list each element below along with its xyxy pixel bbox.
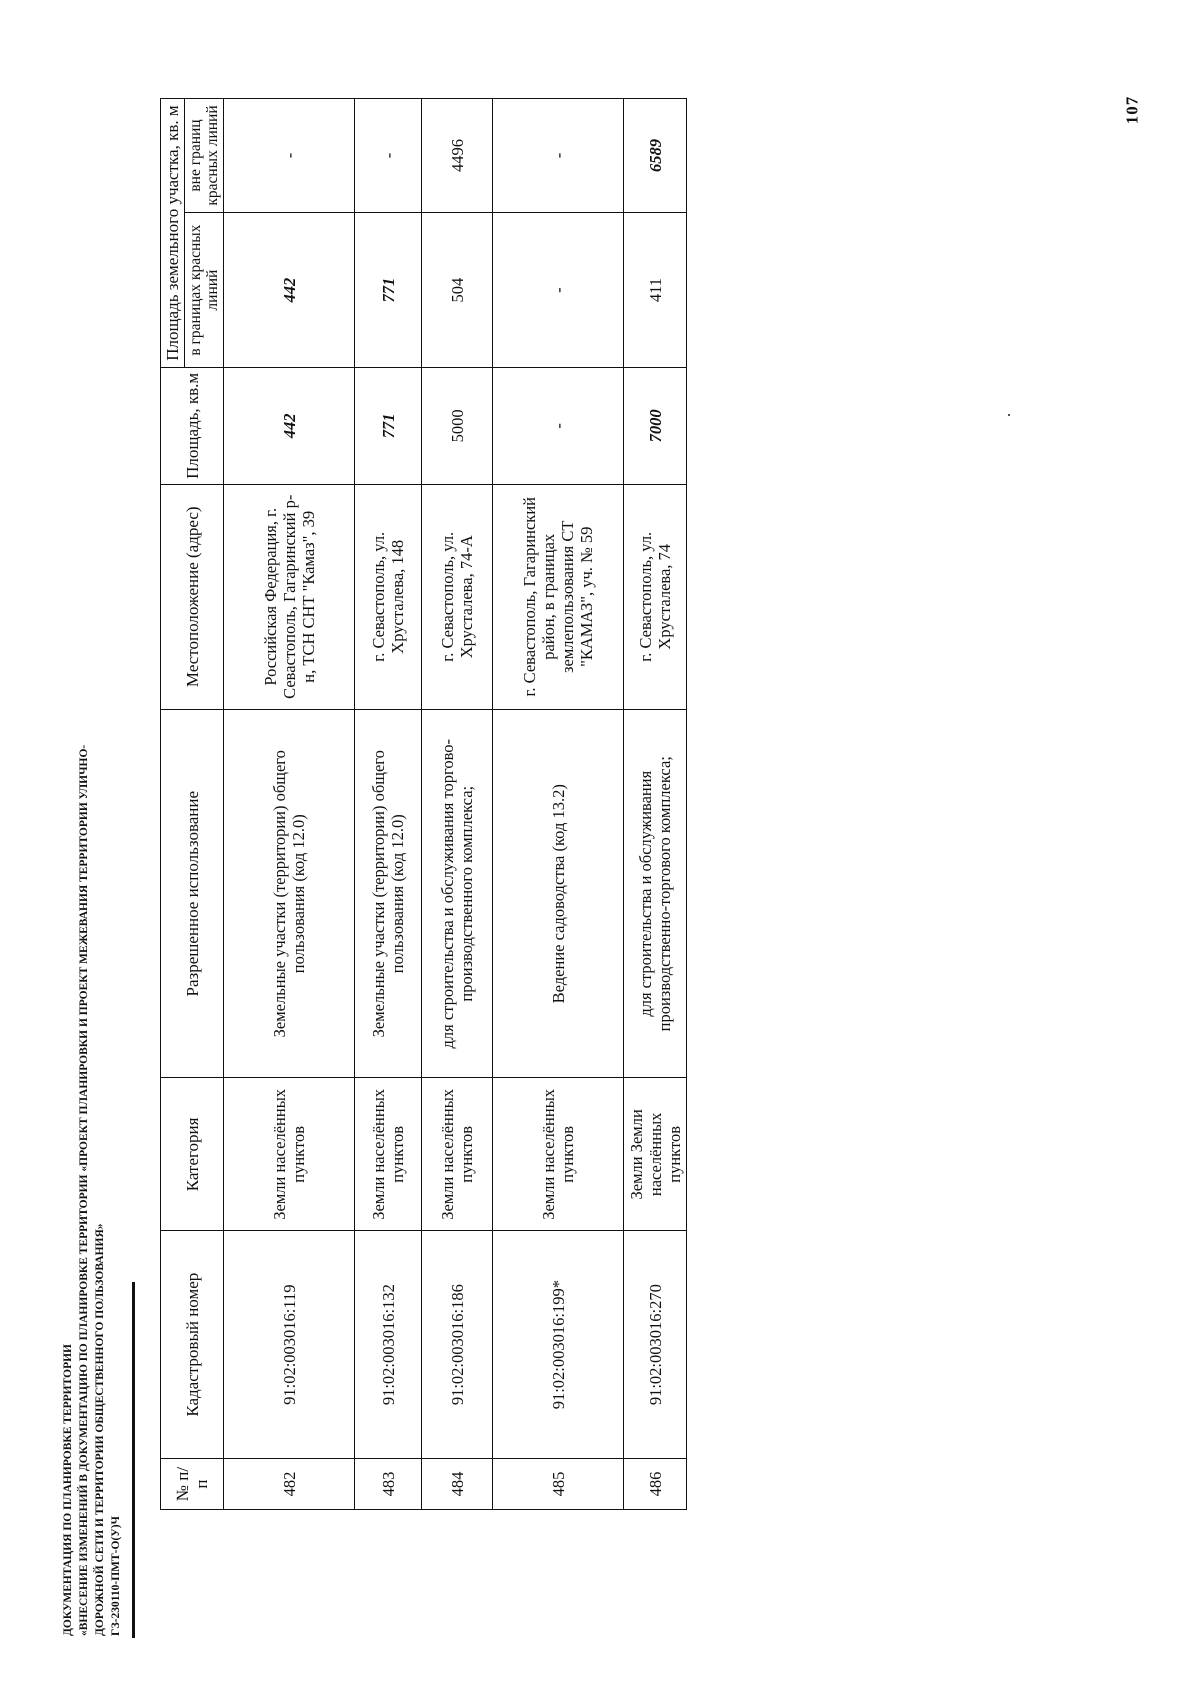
cell-cadastral: 91:02:003016:199* [493, 1231, 624, 1459]
cell-address: г. Севастополь, Гагаринский район, в границах землепользования СТ "КАМАЗ", уч. № 59 [493, 484, 624, 709]
cell-cadastral: 91:02:003016:132 [355, 1231, 422, 1459]
header-area: Площадь, кв.м [161, 368, 224, 484]
cell-inside: 442 [224, 213, 355, 368]
scan-speck [1008, 414, 1010, 416]
header-line-1: ДОКУМЕНТАЦИЯ ПО ПЛАНИРОВКЕ ТЕРРИТОРИИ [62, 1344, 74, 1636]
cell-num: 483 [355, 1459, 422, 1510]
cell-usage: Земельные участки (территории) общего пользования (код 12.0) [224, 709, 355, 1078]
header-line-2: «ВНЕСЕНИЕ ИЗМЕНЕНИЙ В ДОКУМЕНТАЦИЮ ПО ПЛАНИРОВКЕ ТЕРРИТОРИИ «ПРОЕКТ ПЛАНИРОВКИ И ПРОЕКТ МЕЖЕВАНИЯ ТЕРРИТОРИИ УЛИЧНО- [78, 744, 90, 1636]
header-cadastral: Кадастровый номер [161, 1231, 224, 1459]
table-row [224, 99, 355, 1510]
cell-inside: 411 [624, 213, 687, 368]
cell-inside: 771 [355, 213, 422, 368]
cell-cadastral: 91:02:003016:119 [224, 1231, 355, 1459]
cell-num: 485 [493, 1459, 624, 1510]
table-row [493, 99, 624, 1510]
cell-outside: - [355, 99, 422, 213]
cell-category: Земли населённых пунктов [422, 1078, 493, 1231]
cell-cadastral: 91:02:003016:186 [422, 1231, 493, 1459]
header-rule [132, 1282, 135, 1638]
cell-area: 442 [224, 368, 355, 484]
document-header [60, 236, 124, 1636]
cell-area: 5000 [422, 368, 493, 484]
cell-category: Земли населённых пунктов [224, 1078, 355, 1231]
cell-address: г. Севастополь, ул. Хрусталева, 74 [624, 484, 687, 709]
cell-category: Земли населённых пунктов [493, 1078, 624, 1231]
header-address: Местоположение (адрес) [161, 484, 224, 709]
cell-outside: - [493, 99, 624, 213]
cell-area: - [493, 368, 624, 484]
cell-outside: 4496 [422, 99, 493, 213]
header-category: Категория [161, 1078, 224, 1231]
cell-address: г. Севастополь, ул. Хрусталева, 148 [355, 484, 422, 709]
cell-outside: - [224, 99, 355, 213]
table-row [422, 99, 493, 1510]
header-line-3: ДОРОЖНОЙ СЕТИ И ТЕРРИТОРИИ ОБЩЕСТВЕННОГО ПОЛЬЗОВАНИЯ» [94, 1223, 106, 1636]
header-inside-red-lines: в границах красных линий [185, 213, 224, 368]
cell-address: Российская Федерация, г. Севастополь, Гагаринский р-н, ТСН СНТ "Камаз", 39 [224, 484, 355, 709]
rotated-sheet [60, 88, 1140, 1640]
land-plots-table [160, 98, 687, 1510]
cell-cadastral: 91:02:003016:270 [624, 1231, 687, 1459]
cell-num: 484 [422, 1459, 493, 1510]
header-num: № п/п [161, 1459, 224, 1510]
cell-usage: для строительства и обслуживания торгово-производственного комплекса; [422, 709, 493, 1078]
cell-usage: для строительства и обслуживания производственно-торгового комплекса; [624, 709, 687, 1078]
cell-usage: Земельные участки (территории) общего пользования (код 12.0) [355, 709, 422, 1078]
cell-address: г. Севастополь, ул. Хрусталева, 74-А [422, 484, 493, 709]
cell-area: 771 [355, 368, 422, 484]
page-number: 107 [1122, 95, 1142, 125]
cell-num: 482 [224, 1459, 355, 1510]
cell-inside: - [493, 213, 624, 368]
header-area-group: Площадь земельного участка, кв. м [161, 99, 185, 368]
cell-area: 7000 [624, 368, 687, 484]
header-usage: Разрешенное использование [161, 709, 224, 1078]
cell-num: 486 [624, 1459, 687, 1510]
cell-category: Земли Земли населённых пунктов [624, 1078, 687, 1231]
header-outside-red-lines: вне границ красных линий [185, 99, 224, 213]
table-row [624, 99, 687, 1510]
header-line-4: ГЗ-230110-ПМТ-О(У)Ч [110, 1516, 122, 1636]
cell-inside: 504 [422, 213, 493, 368]
table-row [355, 99, 422, 1510]
cell-outside: 6589 [624, 99, 687, 213]
cell-usage: Ведение садоводства (код 13.2) [493, 709, 624, 1078]
cell-category: Земли населённых пунктов [355, 1078, 422, 1231]
